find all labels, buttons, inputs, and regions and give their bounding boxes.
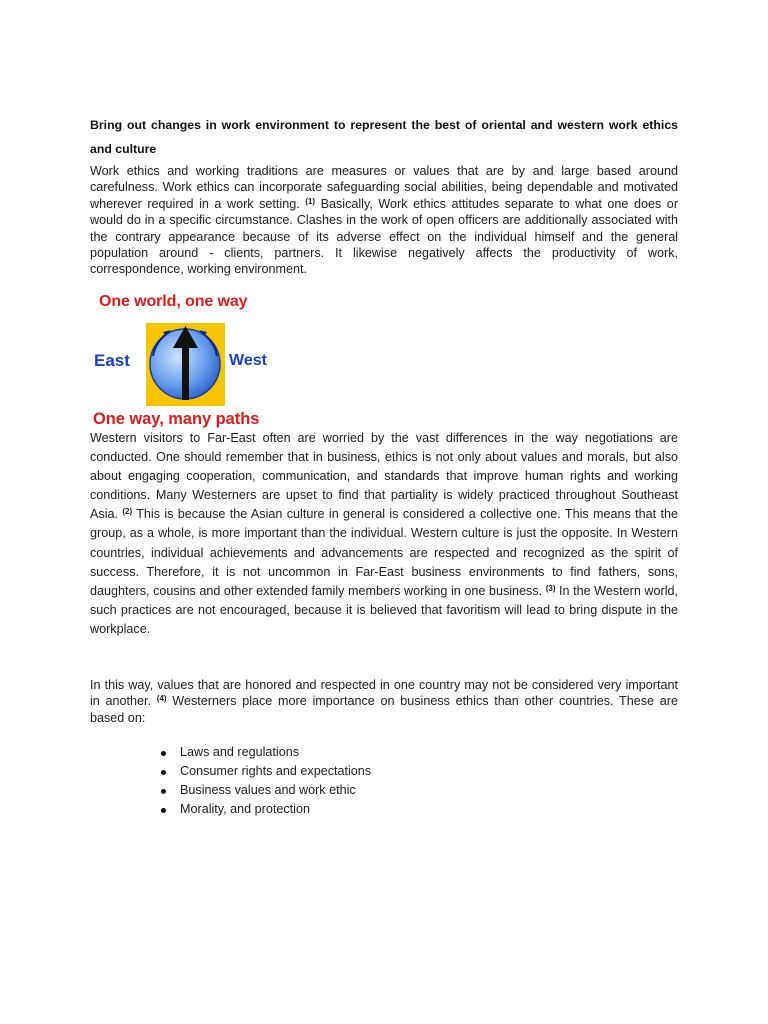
footnote-ref-1: (1) xyxy=(305,196,316,206)
bullet-icon xyxy=(161,751,166,756)
paragraph-text: Basically, Work ethics attitudes separate to what one does or would do in a specific circumstance. Clashes in the work of open officers are additionally associated with the contrary appearance because of its adverse effect on the individual himself and the general population around - clients, partners. It likewise negatively affects the productivity of work, correspondence, working environment. xyxy=(90,196,679,277)
east-west-figure xyxy=(90,290,290,432)
bullet-list xyxy=(160,743,371,819)
bullet-icon xyxy=(161,808,166,813)
paragraph-text: This is because the Asian culture in general is considered a collective one. This means that the group, as a whole, is more important than the individual. Western culture is just the opposite. In Western countries, individual achievements and advancements are respected and recognized as the spirit of success. Therefore, it is not uncommon in Far-East business environments to find fathers, sons, daughters, cousins and other extended family members working in one business. xyxy=(90,507,678,598)
paragraph-text: Work ethics and working traditions are measures or values that are by and large based around carefulness. Work ethics can incorporate safeguarding social abilities, being dependable and motivated wherever required in a work setting. xyxy=(90,164,678,211)
figure-east-label: East xyxy=(94,351,130,370)
paragraph-text: In this way, values that are honored and respected in one country may not be considered very important in another. xyxy=(90,678,678,709)
figure-west-label: West xyxy=(229,352,267,369)
figure-bottom-caption: One way, many paths xyxy=(93,410,260,428)
paragraph-far-east xyxy=(90,429,678,639)
footnote-ref-3: (3) xyxy=(545,583,556,593)
footnote-ref-2: (2) xyxy=(122,507,133,517)
list-item: Morality, and protection xyxy=(160,800,371,819)
list-item: Consumer rights and expectations xyxy=(160,762,371,781)
list-item: Business values and work ethic xyxy=(160,781,371,800)
paragraph-text: Westerners place more importance on business ethics than other countries. These are based on: xyxy=(90,694,678,725)
paragraph-text: In the Western world, such practices are not encouraged, because it is believed that favoritism will lead to bring dispute in the workplace. xyxy=(90,583,678,636)
paragraph-text: Western visitors to Far-East often are worried by the vast differences in the way negotiations are conducted. One should remember that in business, ethics is not only about values and morals, but also about engaging cooperation, communication, and standards that improve human rights and working conditions. Many Westerners are upset to find that partiality is widely practiced throughout Southeast Asia. xyxy=(90,431,678,522)
paragraph-work-ethics xyxy=(90,163,678,278)
footnote-ref-4: (4) xyxy=(156,694,167,704)
list-item: Laws and regulations xyxy=(160,743,371,762)
section-heading: Bring out changes in work environment to represent the best of oriental and western work ethics and culture xyxy=(90,118,678,156)
bullet-icon xyxy=(161,789,166,794)
paragraph-values xyxy=(90,677,678,726)
bullet-icon xyxy=(161,770,166,775)
figure-top-caption: One world, one way xyxy=(99,293,248,310)
